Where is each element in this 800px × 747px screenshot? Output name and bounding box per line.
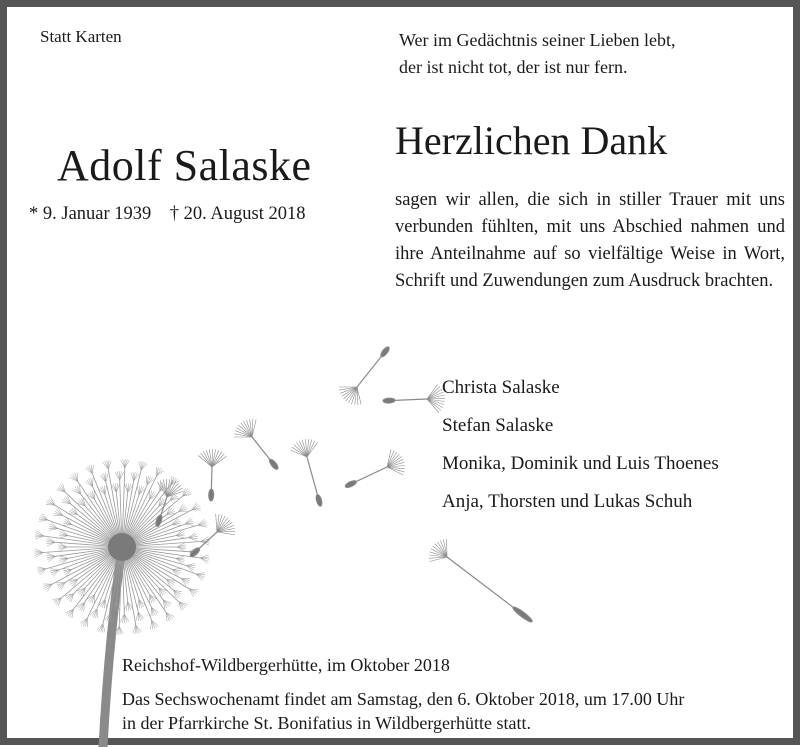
service-notice-line-2: in der Pfarrkirche St. Bonifatius in Wildbergerhütte statt. [122,711,684,735]
deceased-name: Adolf Salaske [57,140,312,191]
thanks-text: sagen wir allen, die sich in stiller Trauer mit uns verbunden fühlten, mit uns Abschied nahmen und ihre Anteilnahme auf so vielfältige Weise in Wort, Schrift und Zuwendungen zum Ausdruck brachten. [395,187,785,295]
signer-item: Anja, Thorsten und Lukas Schuh [442,483,719,521]
thanks-heading: Herzlichen Dank [395,117,667,164]
service-notice [122,687,684,735]
motto-line-1: Wer im Gedächtnis seiner Lieben lebt, [399,27,675,54]
life-dates: * 9. Januar 1939 † 20. August 2018 [29,204,305,225]
place-date: Reichshof-Wildbergerhütte, im Oktober 2018 [122,655,450,676]
signer-item: Monika, Dominik und Luis Thoenes [442,445,719,483]
motto-quote [399,27,675,81]
signer-item: Christa Salaske [442,369,719,407]
signer-item: Stefan Salaske [442,407,719,445]
service-notice-line-1: Das Sechswochenamt findet am Samstag, den 6. Oktober 2018, um 17.00 Uhr [122,687,684,711]
statt-karten-label: Statt Karten [40,27,122,47]
signers-list [442,369,719,521]
motto-line-2: der ist nicht tot, der ist nur fern. [399,54,675,81]
